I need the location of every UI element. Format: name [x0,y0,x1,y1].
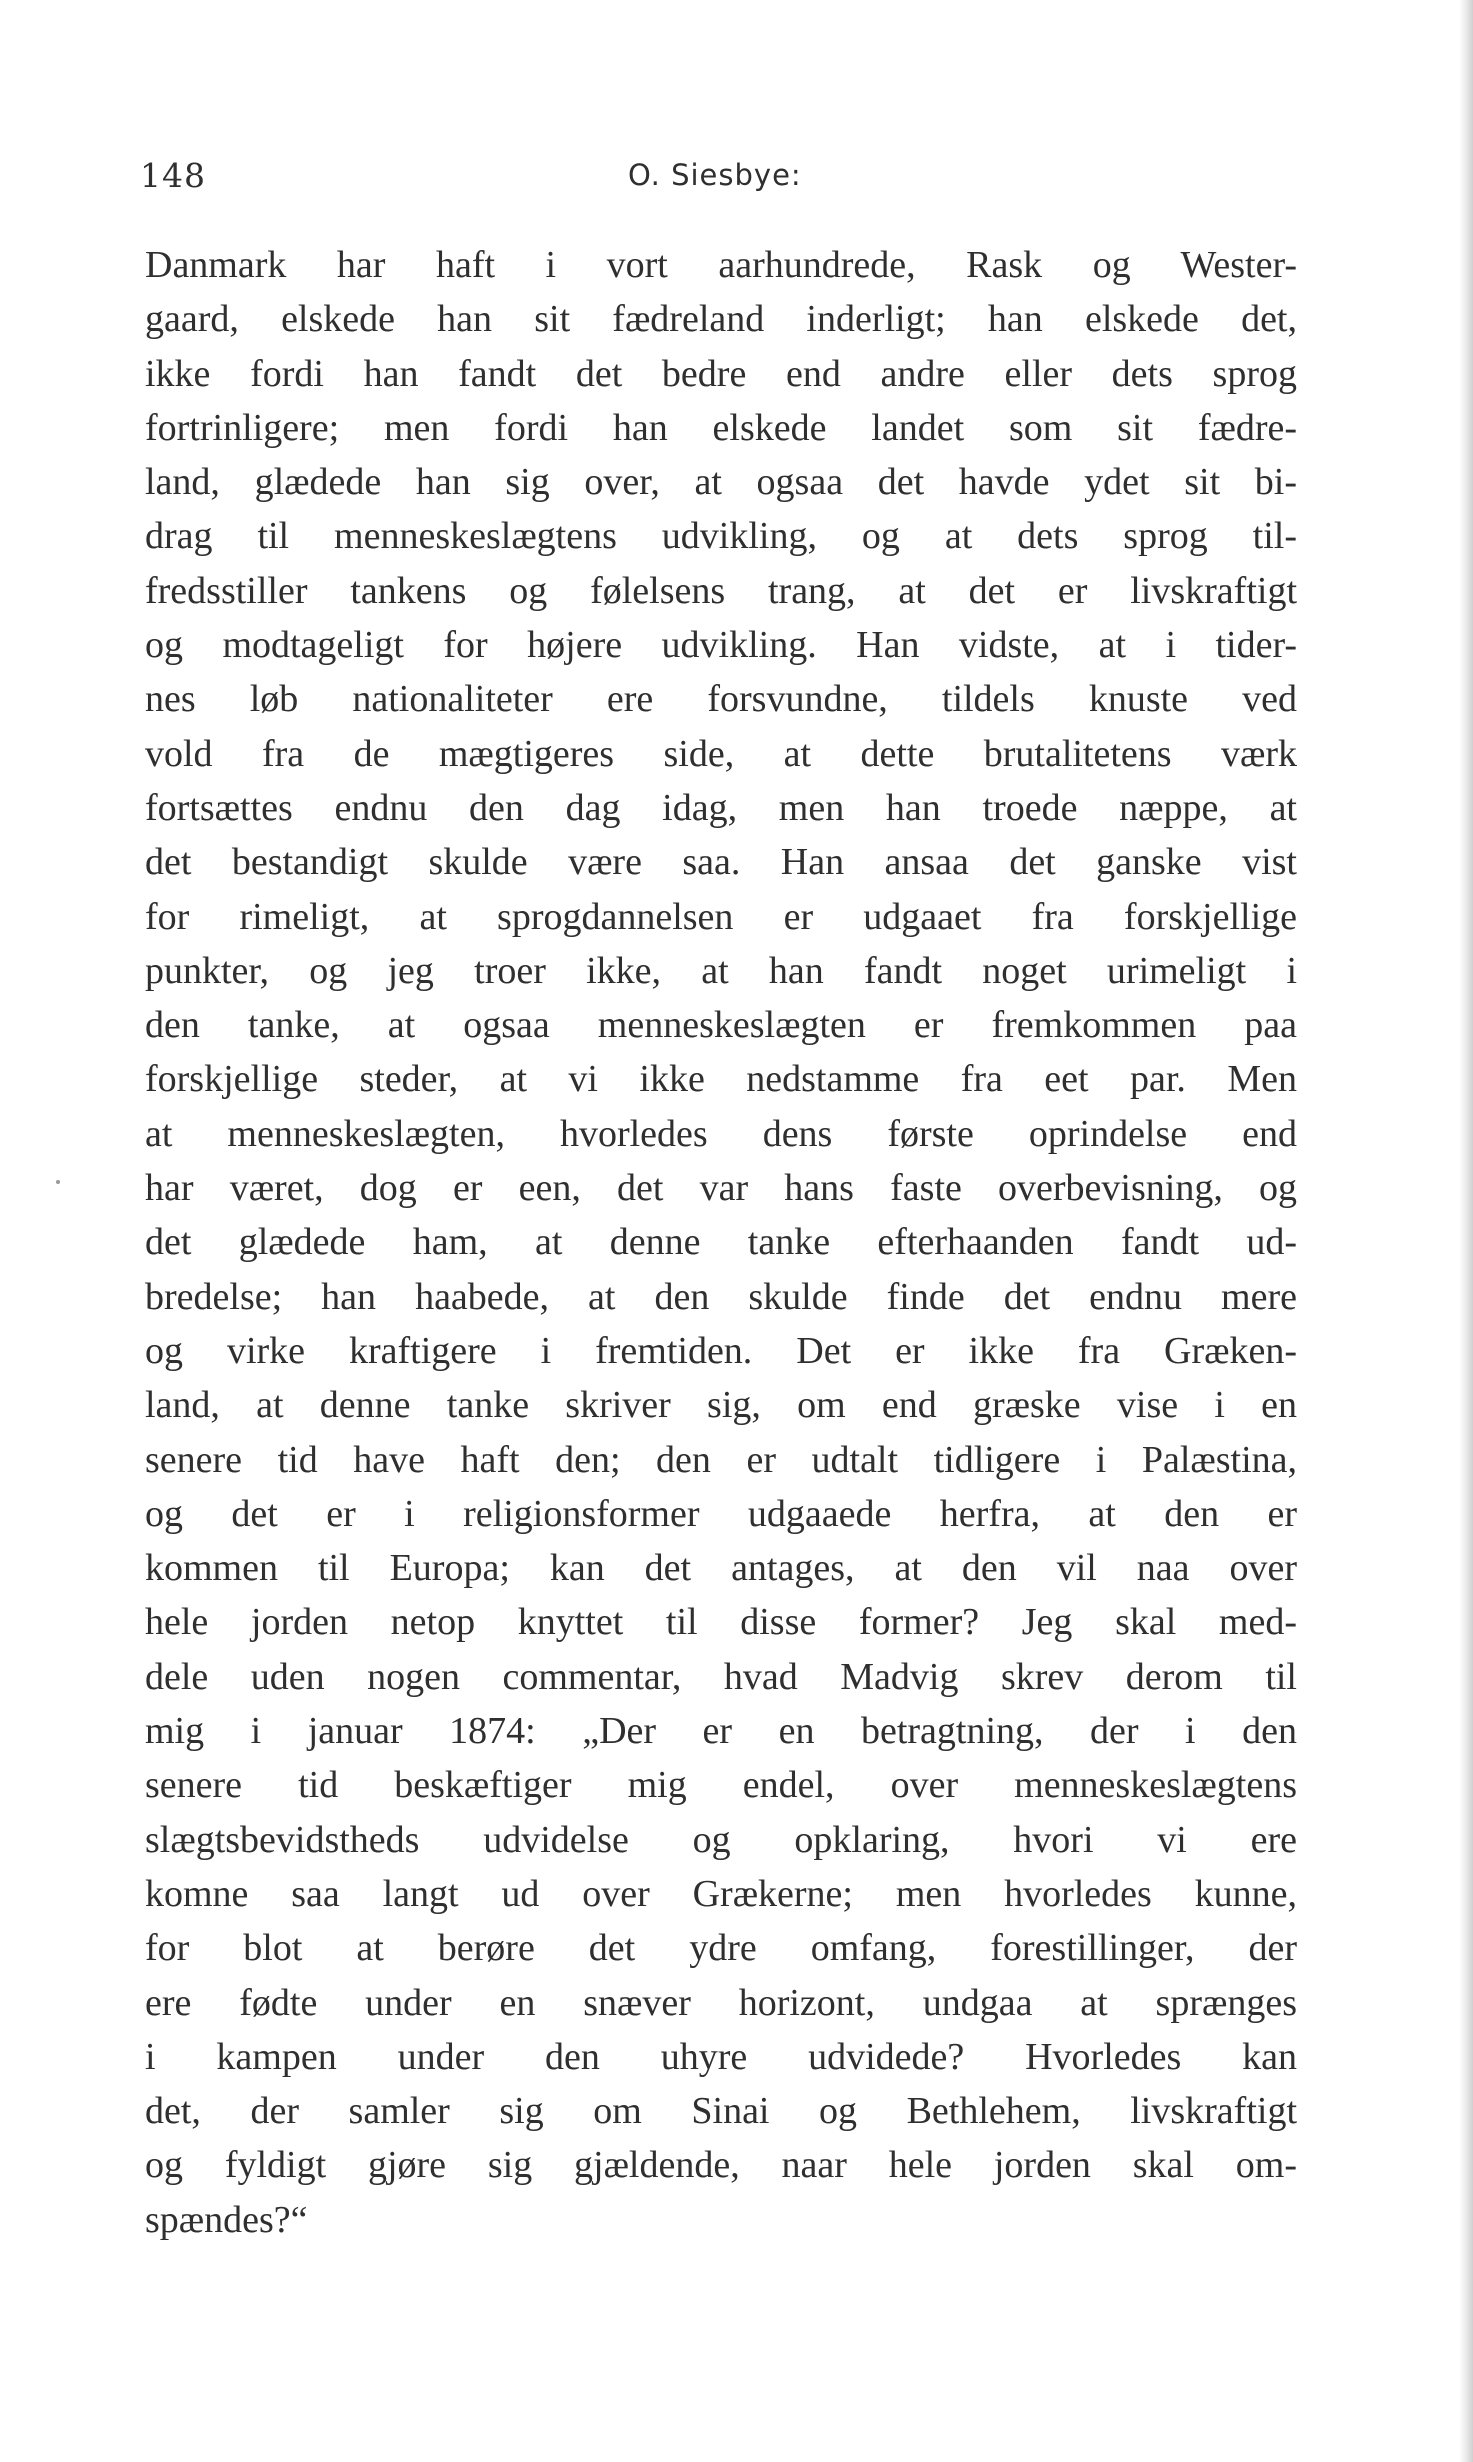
margin-speck [56,1180,60,1184]
text-line: ere fødte under en snæver horizont, undgaa at sprænges [145,1981,1297,2024]
text-line: vold fra de mægtigeres side, at dette brutalitetens værk [145,732,1297,775]
text-line: fredsstiller tankens og følelsens trang, at det er livskraftigt [145,569,1297,612]
page-edge-shadow [1459,0,1473,2462]
text-line: har været, dog er een, det var hans faste overbevisning, og [145,1167,1297,1210]
text-line: det bestandigt skulde være saa. Han ansaa det ganske vist [145,841,1297,884]
text-line: senere tid have haft den; den er udtalt tidligere i Palæstina, [145,1438,1297,1481]
text-line: forskjellige steder, at vi ikke nedstamme fra eet par. Men [145,1058,1297,1101]
text-line: spændes?“ [145,2198,308,2241]
running-head-author: O. Siesbye: [628,158,802,192]
text-line: for blot at berøre det ydre omfang, forestillinger, der [145,1927,1297,1970]
text-line: bredelse; han haabede, at den skulde finde det endnu mere [145,1275,1297,1318]
page-header [140,156,1300,202]
text-line: senere tid beskæftiger mig endel, over menneskeslægtens [145,1764,1297,1807]
text-line: kommen til Europa; kan det antages, at den vil naa over [145,1547,1297,1590]
text-line: fortrinligere; men fordi han elskede landet som sit fædre- [145,406,1297,449]
text-line: komne saa langt ud over Grækerne; men hvorledes kunne, [145,1872,1297,1915]
text-line: ikke fordi han fandt det bedre end andre eller dets sprog [145,352,1297,395]
text-line: gaard, elskede han sit fædreland inderligt; han elskede det, [145,298,1297,341]
text-line: nes løb nationaliteter ere forsvundne, tildels knuste ved [145,678,1297,721]
text-line: land, glædede han sig over, at ogsaa det havde ydet sit bi- [145,461,1297,504]
text-line: og fyldigt gjøre sig gjældende, naar hele jorden skal om- [145,2144,1297,2187]
text-line: Danmark har haft i vort aarhundrede, Rask og Wester- [145,244,1297,286]
text-line: den tanke, at ogsaa menneskeslægten er fremkommen paa [145,1004,1297,1047]
text-line: det, der samler sig om Sinai og Bethlehem, livskraftigt [145,2090,1297,2133]
text-line: punkter, og jeg troer ikke, at han fandt noget urimeligt i [145,949,1297,992]
text-line: i kampen under den uhyre udvidede? Hvorledes kan [145,2035,1297,2078]
text-line: for rimeligt, at sprogdannelsen er udgaaet fra forskjellige [145,895,1297,938]
text-line: hele jorden netop knyttet til disse former? Jeg skal med- [145,1601,1297,1644]
text-line: det glædede ham, at denne tanke efterhaanden fandt ud- [145,1221,1297,1264]
page-number: 148 [140,156,206,195]
text-line: at menneskeslægten, hvorledes dens første oprindelse end [145,1112,1297,1155]
text-line: drag til menneskeslægtens udvikling, og at dets sprog til- [145,515,1297,558]
text-line: og modtageligt for højere udvikling. Han vidste, at i tider- [145,624,1297,667]
text-line: slægtsbevidstheds udvidelse og opklaring, hvori vi ere [145,1818,1297,1861]
text-line: dele uden nogen commentar, hvad Madvig skrev derom til [145,1655,1297,1698]
body-paragraph [145,238,1297,2247]
text-line: mig i januar 1874: „Der er en betragtning, der i den [145,1710,1297,1753]
text-line: land, at denne tanke skriver sig, om end græske vise i en [145,1384,1297,1427]
text-line: og det er i religionsformer udgaaede herfra, at den er [145,1492,1297,1535]
text-line: fortsættes endnu den dag idag, men han troede næppe, at [145,786,1297,829]
text-line: og virke kraftigere i fremtiden. Det er ikke fra Græken- [145,1329,1297,1372]
